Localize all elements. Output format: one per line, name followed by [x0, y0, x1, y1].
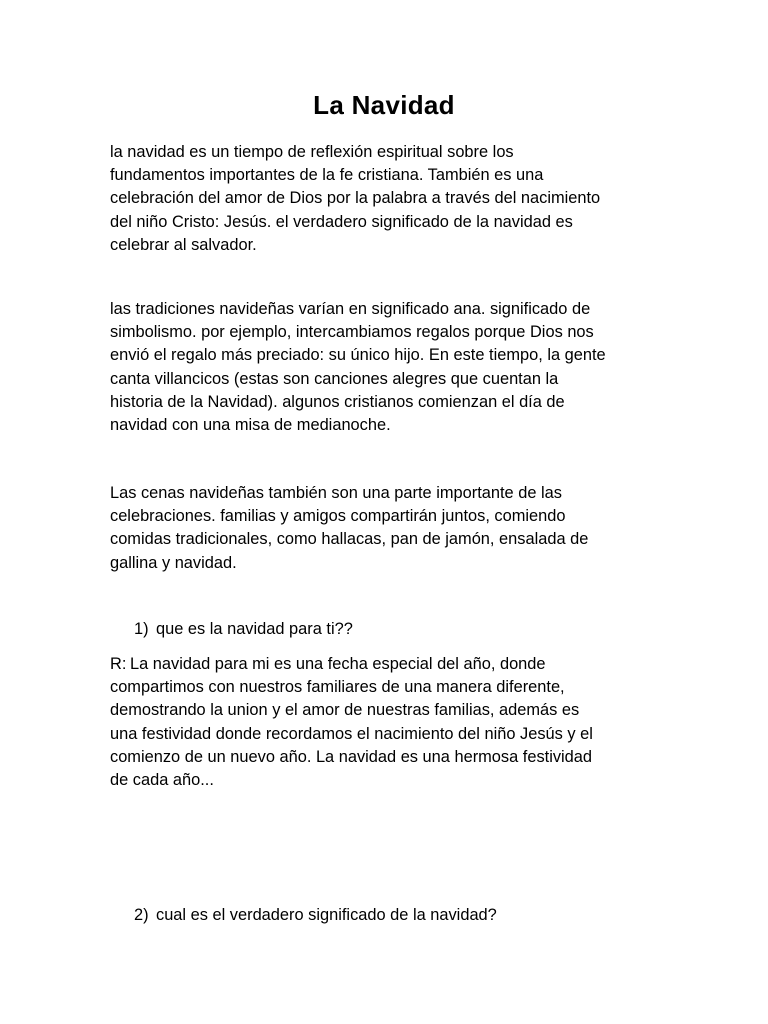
question-1: [134, 618, 694, 641]
question-2: [134, 904, 694, 927]
question-1-text: que es la navidad para ti??: [156, 620, 353, 638]
paragraph-3: Las cenas navideñas también son una parte importante de las celebraciones. familias y amigos compartirán juntos, comiendo comidas tradicionales, como hallacas, pan de jamón, ensalada de gallina y navidad.: [110, 484, 589, 572]
answer-1-first-line: [110, 653, 670, 676]
answer-1-first-text: La navidad para mi es una fecha especial del año, donde: [130, 655, 546, 673]
question-2-text: cual es el verdadero significado de la navidad?: [156, 906, 497, 924]
paragraph-2: las tradiciones navideñas varían en significado ana. significado de simbolismo. por ejemplo, intercambiamos regalos porque Dios nos envió el regalo más preciado: su único hijo. En este tiempo, la gente canta villancicos (estas son canciones alegres que cuentan la historia de la Navidad). algunos cristianos comienzan el día de navidad con una misa de medianoche.: [110, 300, 606, 435]
answer-1: [110, 653, 670, 792]
document-title: La Navidad: [313, 90, 455, 120]
answer-1-body: compartimos con nuestros familiares de una manera diferente, demostrando la union y el amor de nuestras familias, además es una festividad donde recordamos el nacimiento del niño Jesús y el comienzo de un nuevo año. La navidad es una hermosa festividad de cada año...: [110, 678, 593, 790]
answer-1-label: R:: [110, 655, 127, 673]
question-2-number: 2): [134, 906, 149, 924]
question-1-number: 1): [134, 620, 149, 638]
paragraph-1: la navidad es un tiempo de reflexión espiritual sobre los fundamentos importantes de la fe cristiana. También es una celebración del amor de Dios por la palabra a través del nacimiento del niño Cristo: Jesús. el verdadero significado de la navidad es celebrar al salvador.: [110, 143, 601, 254]
